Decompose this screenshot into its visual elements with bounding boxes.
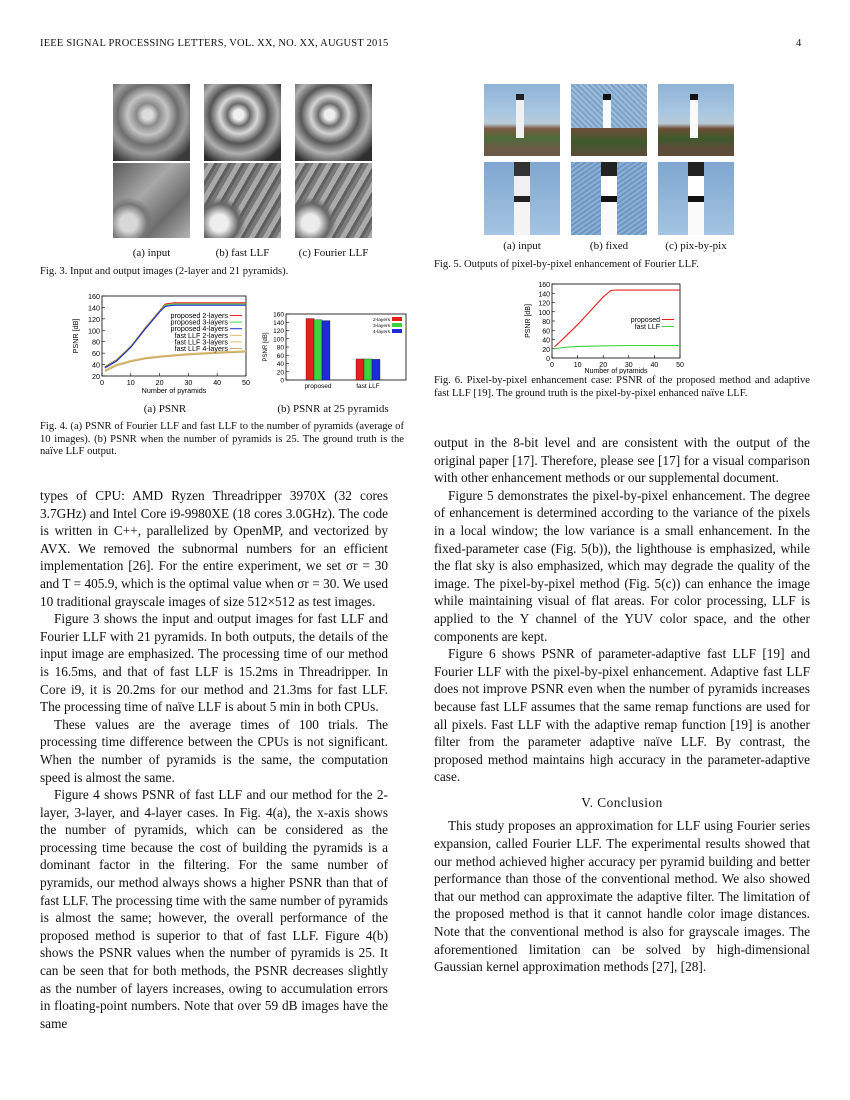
y-tick-label: 120: [538, 300, 550, 308]
y-tick-label: 20: [542, 346, 550, 354]
fig3-fourier-top-image: [295, 84, 372, 161]
y-tick-label: 40: [92, 360, 100, 370]
x-tick-label: 50: [242, 378, 250, 387]
x-tick-label: 40: [650, 362, 659, 369]
y-tick-label: 40: [276, 361, 284, 368]
x-category-label: fast LLF: [356, 383, 380, 390]
legend-label: fast LLF 2-layers: [174, 330, 228, 340]
fig4-subcaption-a: (a) PSNR: [143, 403, 187, 415]
y-tick-label: 20: [92, 372, 100, 381]
y-tick-label: 120: [273, 328, 284, 335]
x-tick-label: 50: [676, 362, 684, 369]
x-axis-label: Number of pyramids: [141, 386, 207, 395]
legend-label: proposed 2-layers: [170, 311, 228, 320]
fig3-caption: Fig. 3. Input and output images (2-layer and 21 pyramids).: [40, 266, 289, 277]
right-paragraph-2: Figure 5 demonstrates the pixel-by-pixel enhancement. The degree of enhancement is determined according to the variance of the pixels in a local window; the low variance is a small enhancement. In the fixed-parameter case (Fig. 5(b)), the lighthouse is emphasized, while the flat sky is also emphasized, which may degrade the quality of the image. The pixel-by-pixel method (Fig. 5(c)) can enhance the image while maintaining visual of flat areas. For color processing, LLF is applied to the Y channel of the YUV color space, and the other components are kept.: [434, 487, 810, 644]
series-line: [555, 346, 680, 349]
bar: [364, 359, 372, 380]
y-tick-label: 40: [542, 337, 550, 345]
fig5-subcaption-a: (a) input: [503, 240, 541, 252]
fig4-subcaption-b: (b) PSNR at 25 pyramids: [277, 403, 389, 415]
fig5-pixbypix-bottom-image: [658, 162, 734, 235]
y-tick-label: 60: [542, 328, 550, 336]
y-tick-label: 140: [88, 303, 100, 313]
y-tick-label: 120: [88, 314, 100, 324]
fig5-input-bottom-image: [484, 162, 560, 235]
y-tick-label: 60: [92, 349, 100, 359]
y-tick-label: 100: [538, 309, 550, 317]
fig3-subcaption-c: (c) Fourier LLF: [298, 247, 369, 259]
y-tick-label: 140: [538, 291, 550, 299]
fig5-subcaption-c: (c) pix-by-pix: [665, 240, 727, 252]
x-tick-label: 10: [573, 362, 582, 369]
x-tick-label: 0: [100, 378, 104, 387]
fig3-subcaption-b: (b) fast LLF: [215, 247, 270, 259]
y-tick-label: 0: [280, 377, 284, 385]
right-column-text: [434, 434, 810, 976]
fig5-caption: Fig. 5. Outputs of pixel-by-pixel enhancement of Fourier LLF.: [434, 259, 699, 270]
page-number: 4: [796, 38, 802, 49]
left-paragraph-4: Figure 4 shows PSNR of fast LLF and our method for the 2-layer, 3-layer, and 4-layer cases. In Fig. 4(a), the x-axis shows the number of pyramids, which can be considered as the processing time because the cost of building the pyramids is a dominant factor in the filtering. For the same number of pyramids, our method always shows a higher PSNR than that of fast LLF. The processing time with the same number of pyramids is almost the same; however, the overall performance of the proposed method is superior to that of fast LLF. Figure 4(b) shows the PSNR values when the number of pyramids is 25. It can be seen that for both methods, the PSNR decreases slightly as the number of layers increases, owing to accumulation errors in floating-point numbers. Note that over 59 dB images have the same: [40, 787, 388, 1031]
fig5-subcaption-b: (b) fixed: [589, 240, 629, 252]
y-tick-label: 0: [546, 356, 550, 363]
fig3-fastllf-top-image: [204, 84, 281, 161]
fig5-pixbypix-top-image: [658, 84, 734, 156]
fig3-input-top-image: [113, 84, 190, 161]
right-paragraph-1: output in the 8-bit level and are consistent with the output of the original paper [17]. Therefore, please see [17] for a visual comparison with other enhancement methods or our supplemental document.: [434, 435, 810, 486]
legend-label: fast LLF 4-layers: [174, 344, 228, 353]
fig3-input-bottom-image: [113, 163, 190, 238]
bar: [306, 319, 314, 380]
y-tick-label: 100: [273, 336, 284, 344]
legend-label: 3-layers: [372, 324, 390, 329]
bar: [372, 359, 380, 380]
fig4-caption: Fig. 4. (a) PSNR of Fourier LLF and fast LLF to the number of pyramids (average of 10 images). (b) PSNR when the number of pyramids is 25. The ground truth is the naïve LLF output.: [40, 421, 404, 458]
x-tick-label: 10: [126, 378, 135, 387]
x-category-label: proposed: [304, 383, 332, 390]
x-tick-label: 0: [550, 362, 554, 369]
fig3-fastllf-bottom-image: [204, 163, 281, 238]
running-header: IEEE SIGNAL PROCESSING LETTERS, VOL. XX, NO. XX, AUGUST 2015: [40, 38, 389, 49]
x-tick-label: 30: [624, 362, 633, 369]
y-tick-label: 20: [276, 369, 284, 377]
legend-label: fast LLF 3-layers: [174, 337, 228, 347]
series-line: [105, 351, 246, 370]
x-axis-label: Number of pyramids: [584, 368, 648, 374]
bar: [314, 320, 322, 380]
right-paragraph-3: Figure 6 shows PSNR of parameter-adaptive fast LLF [19] and Fourier LLF with the pixel-by-pixel enhancement. Adaptive fast LLF does not improve PSNR even when the number of pyramids increases because fast LLF assumes that the same remap functions are used for all pixels. Fast LLF with the adaptive remap function [19] is another filter from the parameter adaptive naïve LLF. By contrast, the proposed method maintains high accuracy in the parameter-adaptive case.: [434, 646, 810, 785]
legend-label: 4-layers: [372, 330, 390, 335]
fig4a-chart: [70, 288, 260, 400]
y-tick-label: 100: [88, 326, 100, 336]
fig5-fixed-bottom-image: [571, 162, 647, 235]
y-axis-label: PSNR [dB]: [263, 332, 269, 362]
legend-swatch: [392, 329, 402, 333]
y-axis-label: PSNR [dB]: [71, 318, 80, 354]
bar: [322, 321, 330, 380]
legend-label: proposed: [630, 317, 660, 324]
fig5-fixed-top-image: [571, 84, 647, 156]
y-tick-label: 160: [273, 311, 284, 319]
left-paragraph-1: types of CPU: AMD Ryzen Threadripper 3970X (32 cores 3.7GHz) and Intel Core i9-9980XE (18 cores 3.0GHz). The code is written in C++, parallelized by OpenMP, and vectorized by AVX. We removed the subnormal numbers for an efficient implementation [26]. For the entire experiment, we set σr = 30 and T = 405.9, which is the optimal value when σr = 30. We used 10 traditional grayscale images of size 512×512 as test images.: [40, 488, 388, 609]
y-axis-label: PSNR [dB]: [525, 304, 532, 338]
legend-swatch: [392, 323, 402, 327]
section-heading-conclusion: V. Conclusion: [581, 794, 663, 810]
x-tick-label: 20: [599, 362, 608, 369]
y-tick-label: 80: [276, 344, 284, 352]
series-line: [555, 290, 680, 347]
legend-label: proposed 4-layers: [170, 324, 228, 334]
y-tick-label: 80: [92, 337, 100, 347]
x-tick-label: 20: [155, 378, 164, 387]
x-tick-label: 30: [184, 378, 193, 387]
right-paragraph-4: This study proposes an approximation for LLF using Fourier series expansion, called Fourier LLF. The experimental results showed that our method achieved higher accuracy per pyramid building and better performance than those of the conventional method. We also showed that our method can approximate the adaptive filter. The limitation of the proposed method is that it cannot handle color image distances. Note that the conventional method is also for grayscale images. The aforementioned limitation can be solved by high-dimensional Gaussian kernel approximation methods [27], [28].: [434, 818, 810, 975]
left-paragraph-3: These values are the average times of 100 trials. The processing time difference between the CPUs is not significant. When the number of pyramids is the same, the computation speed is almost the same.: [40, 716, 388, 785]
fig3-fourier-bottom-image: [295, 163, 372, 238]
left-paragraph-2: Figure 3 shows the input and output images for fast LLF and Fourier LLF with 21 pyramids. In both outputs, the details of the input image are emphasized. The processing time of our method is 16.5ms, and that of fast LLF is 15.2ms in Threadripper. In Core i9, it is 20.2ms for our method and 21.3ms for fast LLF. The processing time of naïve LLF is about 5 min in both CPUs.: [40, 611, 388, 715]
y-tick-label: 140: [273, 319, 284, 327]
y-tick-label: 160: [88, 292, 100, 301]
fig6-caption: Fig. 6. Pixel-by-pixel enhancement case: PSNR of the proposed method and adaptive fast LLF [19]. The ground truth is the pixel-by-pixel enhanced naïve LLF.: [434, 375, 810, 399]
y-tick-label: 60: [276, 352, 284, 360]
legend-label: fast LLF: [634, 324, 660, 331]
left-column-text: [40, 487, 388, 1032]
fig6-chart: [522, 278, 692, 374]
legend-swatch: [392, 317, 402, 321]
fig4b-chart: [262, 306, 410, 394]
fig5-input-top-image: [484, 84, 560, 156]
y-tick-label: 160: [538, 282, 550, 289]
bar: [356, 359, 364, 380]
legend-label: 2-layers: [372, 318, 390, 323]
x-tick-label: 40: [213, 378, 222, 387]
fig3-subcaption-a: (a) input: [132, 247, 171, 259]
legend-label: proposed 3-layers: [170, 317, 228, 327]
y-tick-label: 80: [542, 319, 550, 326]
